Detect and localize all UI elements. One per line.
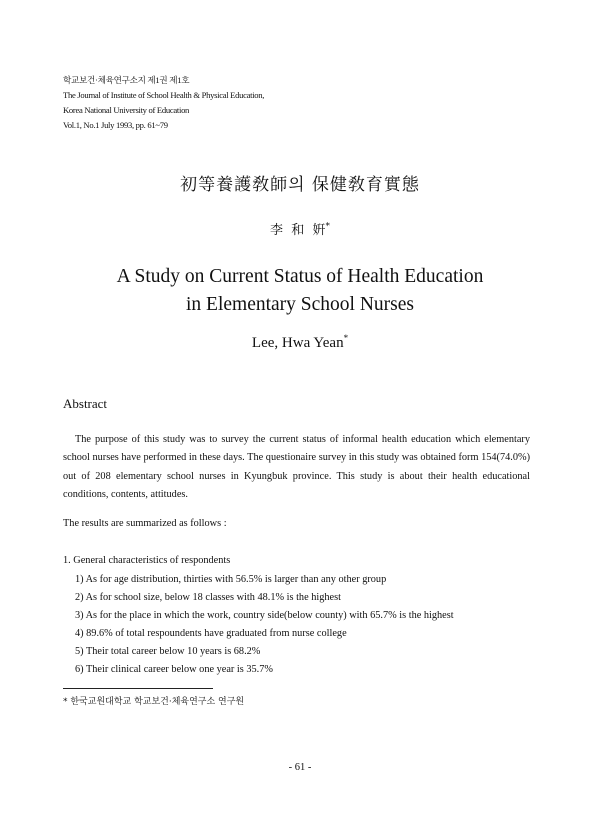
english-author-footnote-mark: *: [343, 333, 349, 343]
english-title-line-1: A Study on Current Status of Health Education: [116, 266, 484, 287]
list-item: 3) As for the place in which the work, country side(below county) with 65.7% is the highest: [75, 610, 454, 622]
english-title-line-2: in Elementary School Nurses: [186, 294, 414, 315]
list-item: 4) 89.6% of total respoundents have graduated from nurse college: [75, 628, 347, 640]
journal-line-title: The Journal of Institute of School Health & Physical Education,: [63, 90, 265, 100]
korean-title: 初等養護敎師의 保健敎育實態: [180, 175, 420, 195]
list-item: 6) Their clinical career below one year is 35.7%: [75, 664, 273, 676]
abstract-paragraph: [63, 431, 530, 505]
abstract-heading: Abstract: [63, 396, 108, 411]
journal-line-korean: 학교보건·체육연구소지 제1권 제1호: [63, 75, 190, 85]
footnote-divider: [63, 688, 213, 689]
page-number: - 61 -: [288, 762, 312, 773]
section-1-list: [75, 571, 454, 680]
english-author-name: Lee, Hwa Yean: [251, 335, 344, 351]
english-author: [0, 333, 600, 352]
list-item: 2) As for school size, below 18 classes with 48.1% is the highest: [75, 592, 341, 604]
footnote: * 한국교원대학교 학교보건·체육연구소 연구원: [63, 697, 245, 707]
korean-author: [0, 219, 600, 238]
author-footnote-mark: *: [325, 221, 331, 232]
english-title: [0, 263, 600, 319]
journal-line-university: Korea National University of Education: [63, 105, 190, 115]
summary-intro: The results are summarized as follows :: [63, 518, 227, 529]
abstract-text: The purpose of this study was to survey the current status of informal health education which elementary school nurses have performed in these days. The questionaire survey in this study was obtained form 154(74.0%) out of 208 elementary school nurses in Kyungbuk province. This study is about their health educational conditions, contents, attitudes.: [63, 434, 530, 501]
journal-header: [63, 73, 264, 133]
list-item: 1) As for age distribution, thirties with 56.5% is larger than any other group: [75, 574, 387, 585]
journal-line-volume: Vol.1, No.1 July 1993, pp. 61~79: [63, 120, 168, 130]
list-item: 5) Their total career below 10 years is 68.2%: [75, 646, 261, 658]
korean-author-name: 李 和 姸: [269, 223, 326, 238]
section-1-title: 1. General characteristics of respondents: [63, 555, 231, 566]
